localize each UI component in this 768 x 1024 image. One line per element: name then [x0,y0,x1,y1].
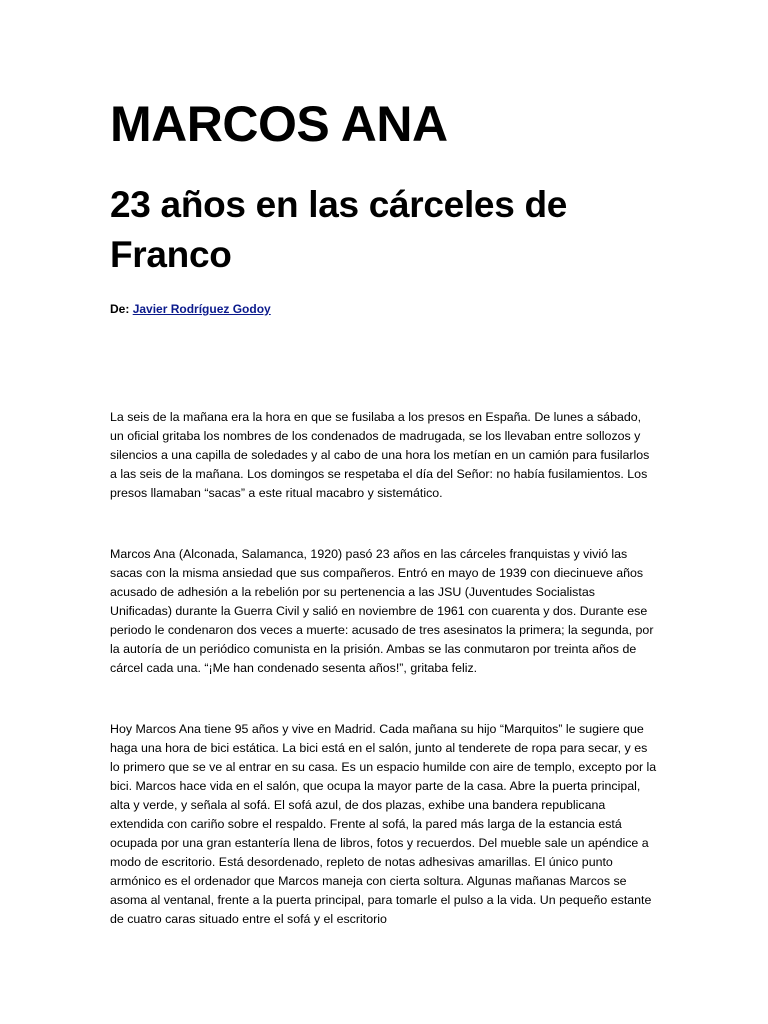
author-link[interactable]: Javier Rodríguez Godoy [132,302,271,316]
byline [110,300,271,318]
page-subtitle: 23 años en las cárceles de Franco [110,184,568,275]
paragraph-3: Hoy Marcos Ana tiene 95 años y vive en Madrid. Cada mañana su hijo “Marquitos” le sugiere que haga una hora de bici estática. La bici está en el salón, junto al tenderete de ropa para secar, y es lo primero que se ve al entrar en su casa. Es un espacio humilde con aire de templo, excepto por la bici. Marcos hace vida en el salón, que ocupa la mayor parte de la casa. Abre la puerta principal, alta y verde, y señala al sofá. El sofá azul, de dos plazas, exhibe una bandera republicana extendida con cariño sobre el respaldo. Frente al sofá, la pared más larga de la estancia está ocupada por una gran estantería llena de libros, fotos y recuerdos. Del mueble sale un apéndice a modo de escritorio. Está desordenado, repleto de notas adhesivas amarillas. El único punto armónico es el ordenador que Marcos maneja con cierta soltura. Algunas mañanas Marcos se asoma al ventanal, frente a la puerta principal, para tomarle el pulso a la vida. Un pequeño estante de cuatro caras situado entre el sofá y el escritorio [110,722,657,926]
paragraph-1: La seis de la mañana era la hora en que se fusilaba a los presos en España. De lunes a sábado, un oficial gritaba los nombres de los condenados de madrugada, se los llevaban entre sollozos y silencios a una capilla de soledades y al cabo de una hora los metían en un camión para fusilarlos a las seis de la mañana. Los domingos se respetaba el día del Señor: no había fusilamientos. Los presos llamaban “sacas” a este ritual macabro y sistemático. [110,410,650,500]
paragraph-2: Marcos Ana (Alconada, Salamanca, 1920) pasó 23 años en las cárceles franquistas y vivió las sacas con la misma ansiedad que sus compañeros. Entró en mayo de 1939 con diecinueve años acusado de adhesión a la rebelión por su pertenencia a las JSU (Juventudes Socialistas Unificadas) durante la Guerra Civil y salió en noviembre de 1961 con cuarenta y dos. Durante ese periodo le condenaron dos veces a muerte: acusado de tres asesinatos la primera; la segunda, por la autoría de un periódico comunista en la prisión. Ambas se las conmutaron por treinta años de cárcel cada una. “¡Me han condenado sesenta años!”, gritaba feliz. [110,547,654,675]
page-title: MARCOS ANA [110,96,448,152]
byline-prefix: De: [110,302,130,316]
